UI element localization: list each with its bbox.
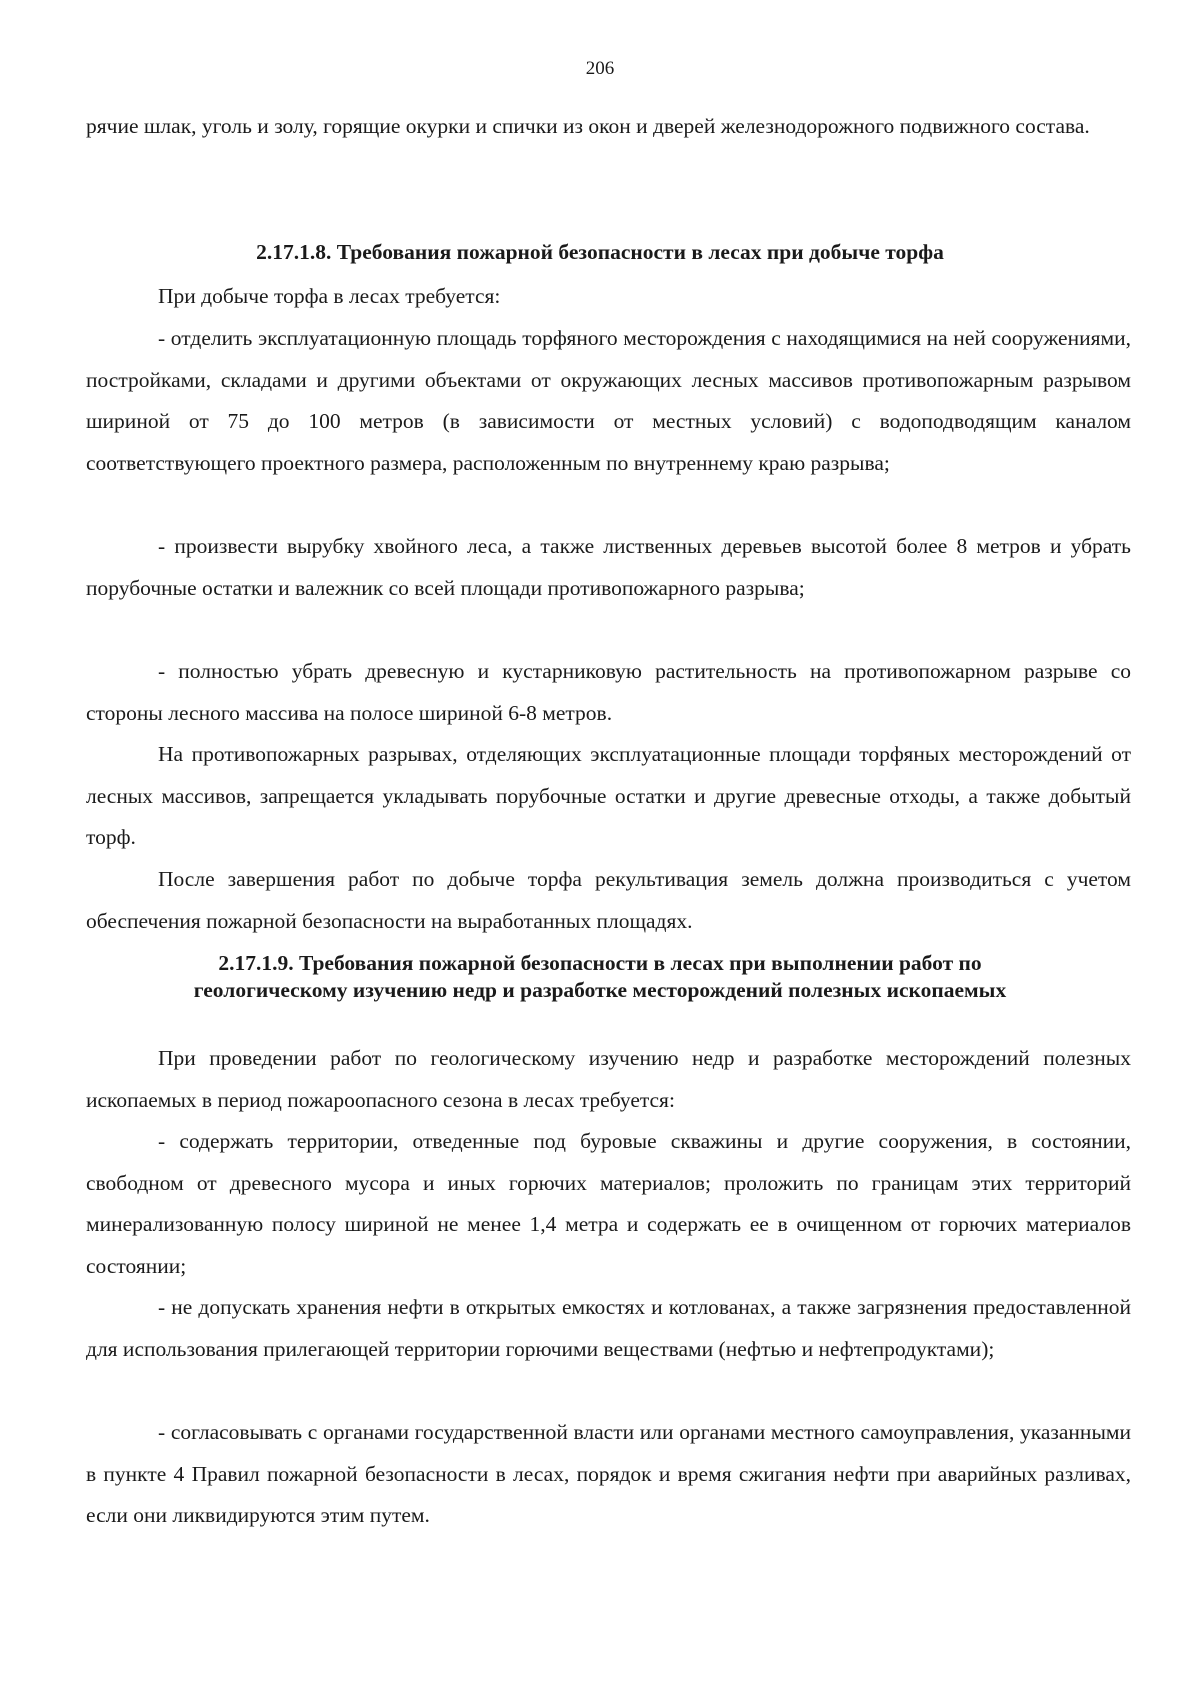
- section-heading-2-17-1-8: 2.17.1.8. Требования пожарной безопасности в лесах при добыче торфа: [256, 240, 944, 264]
- paragraph-7: При проведении работ по геологическому изучению недр и разработке месторождений полезных ископаемых в период пожароопасного сезона в лесах требуется:: [86, 1046, 1131, 1112]
- paragraph-8: - содержать территории, отведенные под буровые скважины и другие сооружения, в состоянии, свободном от древесного мусора и иных горючих материалов; проложить по границам этих территорий минерализованную полосу шириной не менее 1,4 метра и содержать ее в очищенном от горючих материалов состоянии;: [86, 1129, 1131, 1278]
- paragraph-2: - отделить эксплуатационную площадь торфяного месторождения с находящимися на ней сооружениями, постройками, складами и другими объектами от окружающих лесных массивов противопожарным разрывом шириной от 75 до 100 метров (в зависимости от местных условий) с водоподводящим каналом соответствующего проектного размера, расположенным по внутреннему краю разрыва;: [86, 326, 1131, 475]
- paragraph-intro: рячие шлак, уголь и золу, горящие окурки и спички из окон и дверей железнодорожного подвижного состава.: [86, 114, 1090, 138]
- paragraph-1: При добыче торфа в лесах требуется:: [158, 284, 501, 308]
- section-heading-2-17-1-9: 2.17.1.9. Требования пожарной безопасности в лесах при выполнении работ по геологическому изучению недр и разработке месторождений полезных ископаемых: [193, 951, 1007, 1002]
- paragraph-9: - не допускать хранения нефти в открытых емкостях и котлованах, а также загрязнения предоставленной для использования прилегающей территории горючими веществами (нефтью и нефтепродуктами);: [86, 1295, 1131, 1361]
- paragraph-3: - произвести вырубку хвойного леса, а также лиственных деревьев высотой более 8 метров и убрать порубочные остатки и валежник со всей площади противопожарного разрыва;: [86, 534, 1131, 600]
- paragraph-5: На противопожарных разрывах, отделяющих эксплуатационные площади торфяных месторождений от лесных массивов, запрещается укладывать порубочные остатки и другие древесные отходы, а также добытый торф.: [86, 742, 1131, 849]
- paragraph-6: После завершения работ по добыче торфа рекультивация земель должна производиться с учетом обеспечения пожарной безопасности на выработанных площадях.: [86, 867, 1131, 933]
- paragraph-4: - полностью убрать древесную и кустарниковую растительность на противопожарном разрыве со стороны лесного массива на полосе шириной 6-8 метров.: [86, 659, 1131, 725]
- paragraph-10: - согласовывать с органами государственной власти или органами местного самоуправления, указанными в пункте 4 Правил пожарной безопасности в лесах, порядок и время сжигания нефти при аварийных разливах, если они ликвидируются этим путем.: [86, 1420, 1131, 1527]
- page-number: 206: [585, 58, 615, 79]
